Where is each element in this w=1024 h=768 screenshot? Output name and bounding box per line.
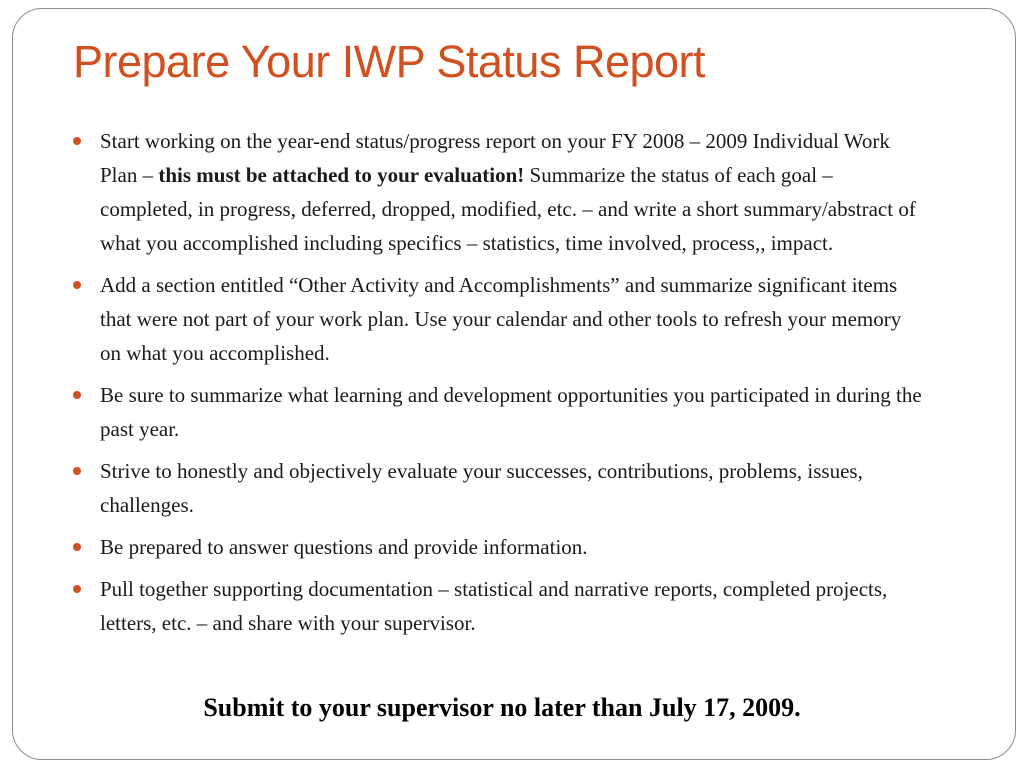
bullet-list — [73, 124, 923, 648]
bullet-dot-icon — [73, 467, 81, 475]
bullet-dot-icon — [73, 543, 81, 551]
bullet-item-5 — [73, 530, 923, 564]
bullet-text: Be prepared to answer questions and provide information. — [100, 535, 588, 559]
bullet-dot-icon — [73, 391, 81, 399]
closing-statement: Submit to your supervisor no later than July 17, 2009. — [203, 693, 801, 722]
slide-title: Prepare Your IWP Status Report — [73, 36, 706, 87]
bullet-dot-icon — [73, 137, 81, 145]
bullet-dot-icon — [73, 585, 81, 593]
bullet-emphasis: this must be attached to your evaluation! — [158, 163, 525, 187]
bullet-text: Pull together supporting documentation – statistical and narrative reports, completed projects, letters, etc. – and share with your supervisor. — [100, 577, 888, 635]
bullet-item-1 — [73, 124, 923, 260]
bullet-dot-icon — [73, 281, 81, 289]
bullet-text: Strive to honestly and objectively evaluate your successes, contributions, problems, issues, challenges. — [100, 459, 863, 517]
bullet-text: Start working on the year-end status/progress report on your FY 2008 – 2009 Individual Work Plan – — [100, 129, 890, 187]
bullet-text-continued: Summarize the status of each goal – completed, in progress, deferred, dropped, modified, etc. – and write a short summary/abstract of what you accomplished including specifics – statistics, time involved, process,, impact. — [100, 163, 916, 255]
bullet-item-2 — [73, 268, 923, 370]
bullet-item-4 — [73, 454, 923, 522]
bullet-text: Be sure to summarize what learning and development opportunities you participated in during the past year. — [100, 383, 922, 441]
bullet-text: Add a section entitled “Other Activity and Accomplishments” and summarize significant items that were not part of your work plan. Use your calendar and other tools to refresh your memory on what you accomplished. — [100, 273, 902, 365]
bullet-item-6 — [73, 572, 923, 640]
bullet-item-3 — [73, 378, 923, 446]
